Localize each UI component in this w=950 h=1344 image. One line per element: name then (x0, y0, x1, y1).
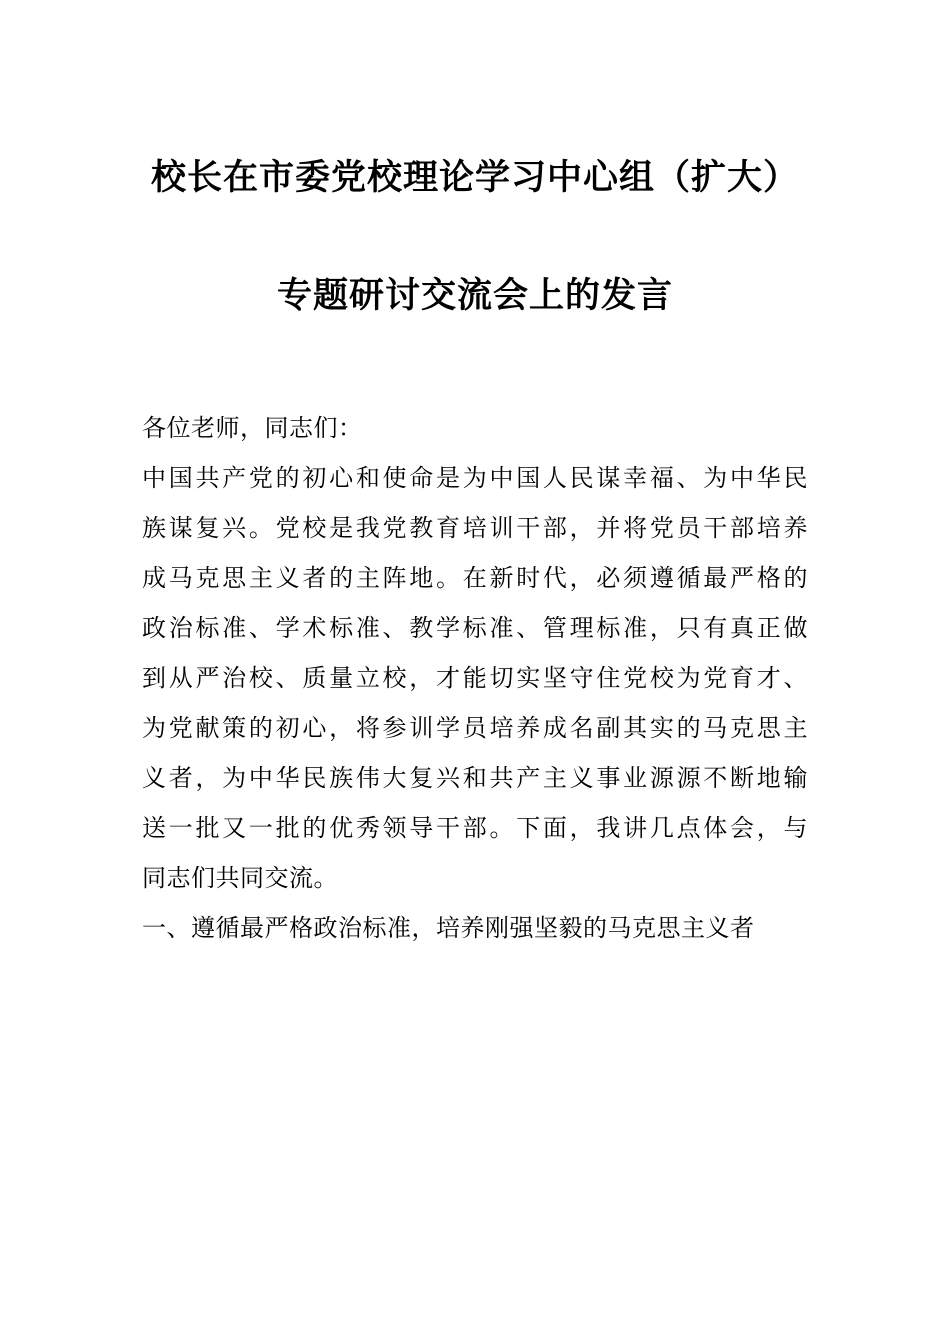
paragraph-line-3: 成马克思主义者的主阵地。在新时代，必须遵循最严格的 (142, 566, 808, 592)
paragraph-line-7: 义者，为中华民族伟大复兴和共产主义事业源源不断地输 (142, 766, 808, 792)
salutation-line: 各位老师，同志们： (142, 416, 363, 442)
section-1-heading: 一、遵循最严格政治标准，培养刚强坚毅的马克思主义者 (142, 916, 755, 942)
paragraph-line-4: 政治标准、学术标准、教学标准、管理标准，只有真正做 (142, 616, 808, 642)
paragraph-line-8: 送一批又一批的优秀领导干部。下面，我讲几点体会，与 (142, 816, 808, 842)
document-body (142, 404, 808, 954)
paragraph-line-2: 族谋复兴。党校是我党教育培训干部，并将党员干部培养 (142, 516, 808, 542)
paragraph-line-6: 为党献策的初心，将参训学员培养成名副其实的马克思主 (142, 716, 808, 742)
document-title-line-2: 专题研讨交流会上的发言 (276, 276, 673, 315)
document-title-line-1: 校长在市委党校理论学习中心组（扩大） (150, 158, 799, 197)
document-title (0, 0, 950, 313)
paragraph-line-5: 到从严治校、质量立校，才能切实坚守住党校为党育才、 (142, 666, 808, 692)
paragraph-line-1: 中国共产党的初心和使命是为中国人民谋幸福、为中华民 (142, 466, 808, 492)
paragraph-closing-line: 同志们共同交流。 (142, 866, 338, 892)
